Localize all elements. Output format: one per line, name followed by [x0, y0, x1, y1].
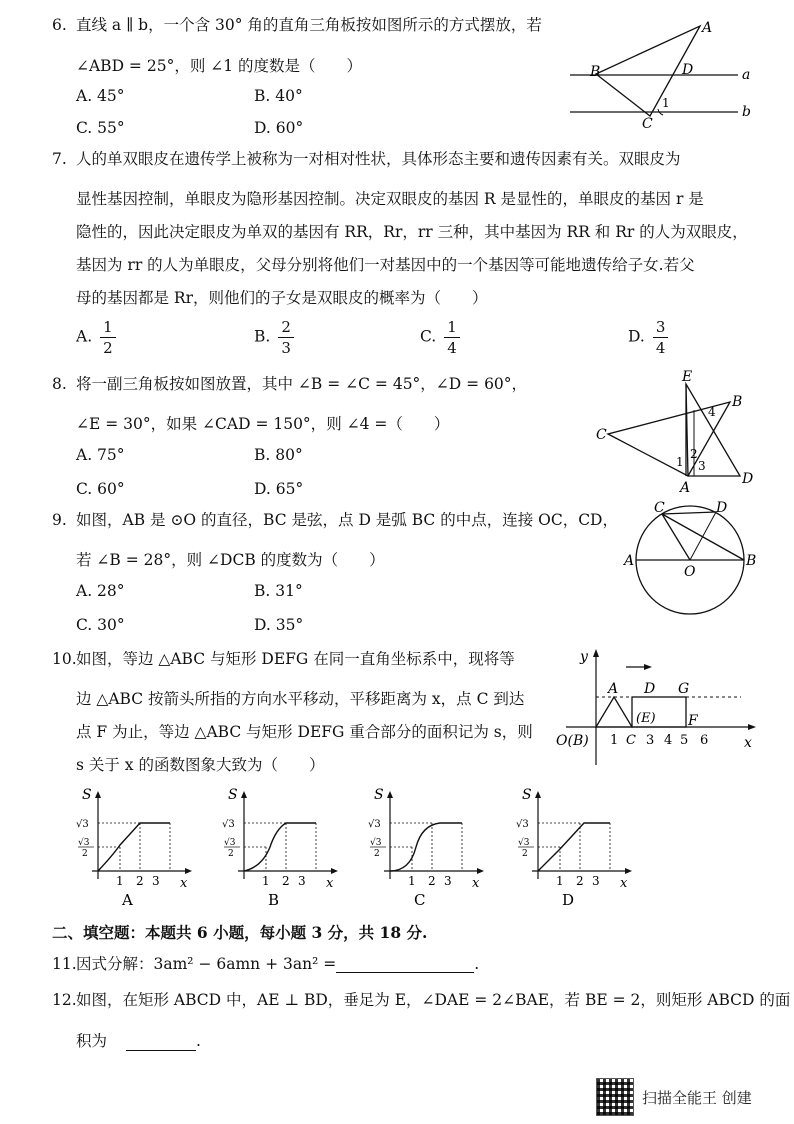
question-7: [52, 152, 681, 168]
segment-cd: [662, 512, 716, 514]
triangle-abc: [596, 697, 632, 727]
label-c: C: [596, 427, 607, 443]
question-text-line: 隐性的，因此决定眼皮为单双的基因有 RR，Rr，rr 三种，其中基因为 RR 和 Rr 的人为双眼皮，: [76, 223, 748, 241]
q8-figure: [590, 366, 770, 496]
question-number: 12.: [52, 991, 77, 1009]
scanner-watermark: [596, 1078, 752, 1116]
answer-blank[interactable]: [336, 972, 474, 973]
x-axis-arrow: [331, 868, 338, 874]
label-sqrt3: √3: [76, 819, 89, 830]
label-line-a: a: [742, 67, 751, 83]
answer-graph-b: [214, 785, 344, 910]
fraction: [653, 318, 669, 357]
tick-3: 3: [444, 874, 452, 888]
option-d: D. 60°: [254, 119, 304, 137]
question-text-line: 边 △ABC 按箭头所指的方向水平移动，平移距离为 x，点 C 到达: [76, 690, 525, 708]
q6-figure: [560, 14, 770, 134]
tick-3: 3: [298, 874, 306, 888]
question-number: 6.: [52, 16, 67, 34]
label-origin: O(B): [556, 733, 589, 749]
x-axis-arrow: [748, 724, 756, 730]
option-b: B. 31°: [254, 582, 303, 600]
option-label: B.: [254, 327, 271, 346]
tick-3: 3: [592, 874, 600, 888]
label-b-point: B: [590, 64, 601, 80]
label-s: S: [374, 787, 384, 803]
label-g: G: [678, 681, 690, 697]
question-text-line: 若 ∠B = 28°，则 ∠DCB 的度数为（ ）: [76, 551, 385, 569]
label-half-num: √3: [370, 838, 382, 848]
s-axis-arrow: [387, 791, 393, 798]
graph-option-label: A: [122, 891, 133, 909]
question-text-line: 如图，等边 △ABC 与矩形 DEFG 在同一直角坐标系中，现将等: [76, 650, 515, 668]
question-6: [52, 18, 542, 34]
question-text-line: 积为: [76, 1032, 108, 1050]
question-text-line: 基因为 rr 的人为单眼皮，父母分别将他们一对基因中的一个基因等可能地遗传给子女.若父: [76, 256, 695, 274]
answer-graph-a: [68, 785, 198, 910]
q9-figure: [622, 498, 762, 638]
x-axis-arrow: [625, 868, 632, 874]
label-angle-1: 1: [662, 96, 670, 110]
period: .: [474, 955, 480, 973]
question-11: [52, 957, 479, 973]
label-angle-1: 1: [676, 455, 684, 469]
question-number: 8.: [52, 375, 67, 393]
question-text-line: 将一副三角板按如图放置，其中 ∠B = ∠C = 45°，∠D = 60°，: [76, 375, 528, 393]
question-text-line: 人的单双眼皮在遗传学上被称为一对相对性状，具体形态主要和遗传因素有关。双眼皮为: [76, 150, 681, 168]
x-axis-arrow: [477, 868, 484, 874]
option-c: C. 60°: [76, 480, 125, 498]
label-sqrt3: √3: [222, 819, 235, 830]
question-text-line: 如图，在矩形 ABCD 中，AE ⊥ BD，垂足为 E，∠DAE = 2∠BAE，若 BE = 2，则矩形 ABCD 的面: [76, 991, 791, 1009]
label-half-den: 2: [228, 849, 234, 859]
qr-code-icon: [596, 1078, 634, 1116]
function-curve: [538, 823, 610, 871]
option-label: C.: [420, 327, 437, 346]
answer-blank[interactable]: [126, 1050, 196, 1051]
question-12: [52, 993, 790, 1009]
option-label: A.: [76, 327, 93, 346]
denominator: 4: [655, 339, 666, 357]
option-c: C. 30°: [76, 616, 125, 634]
label-b: B: [732, 394, 743, 410]
label-sqrt3: √3: [516, 819, 529, 830]
label-e: (E): [636, 711, 656, 726]
label-d: D: [742, 471, 754, 487]
label-line-b: b: [742, 104, 751, 120]
label-a-point: A: [702, 20, 713, 36]
denominator: 2: [103, 339, 113, 357]
fraction: [278, 318, 294, 357]
label-half-den: 2: [82, 849, 88, 859]
label-c: C: [654, 500, 665, 516]
label-s: S: [82, 787, 92, 803]
label-x: x: [180, 876, 188, 891]
label-d-point: D: [682, 62, 694, 78]
label-a: A: [608, 681, 619, 697]
tick-4: 4: [664, 733, 673, 748]
question-text-line: 显性基因控制，单眼皮为隐形基因控制。决定双眼皮的基因 R 是显性的，单眼皮的基因 r 是: [76, 190, 704, 208]
question-number: 10.: [52, 650, 77, 668]
tick-2: 2: [282, 874, 290, 888]
label-b: B: [746, 553, 757, 569]
question-text-line: 直线 a ∥ b，一个含 30° 角的直角三角板按如图所示的方式摆放，若: [76, 16, 542, 34]
question-number: 9.: [52, 511, 67, 529]
label-y: y: [580, 649, 588, 665]
tick-3: 3: [646, 733, 655, 748]
tick-3: 3: [152, 874, 160, 888]
question-12-line2: [76, 1029, 201, 1051]
x-axis-arrow: [185, 868, 192, 874]
label-x: x: [620, 876, 628, 891]
numerator: 3: [653, 318, 669, 338]
label-angle-2: 2: [690, 447, 698, 461]
tick-1: 1: [262, 874, 270, 888]
question-number: 11.: [52, 955, 77, 973]
fraction: [444, 318, 460, 357]
option-a: [76, 318, 116, 357]
question-text-line: s 关于 x 的函数图象大致为（ ）: [76, 756, 325, 774]
option-d: D. 35°: [254, 616, 304, 634]
graph-option-label: B: [268, 891, 280, 909]
option-a: A. 28°: [76, 582, 125, 600]
option-d: D. 65°: [254, 480, 304, 498]
segment-oc: [662, 514, 690, 560]
question-text-line: 母的基因都是 Rr，则他们的子女是双眼皮的概率为（ ）: [76, 289, 488, 307]
question-text-line: 点 F 为止，等边 △ABC 与矩形 DEFG 重合部分的面积记为 s，则: [76, 723, 533, 741]
label-sqrt3: √3: [368, 819, 381, 830]
label-s: S: [522, 787, 532, 803]
label-d: D: [644, 681, 656, 697]
label-angle-3: 3: [698, 459, 706, 473]
option-a: A. 75°: [76, 446, 125, 464]
tick-6: 6: [700, 733, 709, 748]
option-c: C. 55°: [76, 119, 125, 137]
label-half-num: √3: [518, 838, 530, 848]
label-half-num: √3: [78, 838, 90, 848]
label-a: A: [624, 553, 635, 569]
question-text: 因式分解：3am² − 6amn + 3an² =: [76, 955, 337, 973]
answer-graph-d: [508, 785, 638, 910]
graph-option-label: C: [414, 891, 426, 909]
y-axis-arrow: [593, 649, 599, 657]
denominator: 3: [281, 339, 291, 357]
function-curve: [244, 823, 316, 871]
option-b: [254, 318, 294, 357]
label-x: x: [326, 876, 334, 891]
tick-2: 2: [428, 874, 436, 888]
option-a: A. 45°: [76, 87, 125, 105]
label-e: E: [682, 369, 693, 385]
label-half-den: 2: [374, 849, 380, 859]
question-number: 7.: [52, 150, 67, 168]
numerator: 1: [444, 318, 460, 338]
question-9: [52, 513, 618, 529]
question-text-line: 如图，AB 是 ⊙O 的直径，BC 是弦，点 D 是弧 BC 的中点，连接 OC，CD，: [76, 511, 618, 529]
tick-2: 2: [136, 874, 144, 888]
s-axis-arrow: [535, 791, 541, 798]
segment-od: [690, 512, 716, 560]
tick-2: 2: [576, 874, 584, 888]
s-axis-arrow: [241, 791, 247, 798]
label-a: A: [680, 480, 691, 496]
tick-1: 1: [610, 733, 619, 748]
option-d: [628, 318, 668, 357]
q10-figure: [556, 645, 771, 770]
label-s: S: [228, 787, 238, 803]
question-10: [52, 652, 515, 668]
label-angle-4: 4: [708, 405, 716, 419]
s-axis-arrow: [95, 791, 101, 798]
move-arrow-head: [644, 664, 652, 670]
numerator: 1: [100, 318, 116, 338]
label-f: F: [688, 713, 698, 729]
label-d: D: [716, 500, 728, 516]
label-c: C: [626, 733, 636, 748]
label-x: x: [744, 735, 752, 751]
tick-1: 1: [116, 874, 124, 888]
watermark-text: 扫描全能王 创建: [642, 1088, 752, 1107]
function-curve: [390, 823, 462, 871]
option-label: D.: [628, 327, 645, 346]
period: .: [195, 1032, 201, 1050]
label-half-num: √3: [224, 838, 236, 848]
tick-1: 1: [556, 874, 564, 888]
option-c: [420, 318, 460, 357]
tick-5: 5: [680, 733, 689, 748]
label-x: x: [472, 876, 480, 891]
option-b: B. 80°: [254, 446, 303, 464]
fraction: [100, 318, 116, 357]
tick-1: 1: [408, 874, 416, 888]
function-curve: [98, 823, 170, 871]
answer-graph-c: [360, 785, 490, 910]
graph-option-label: D: [562, 891, 575, 909]
question-text-line: ∠E = 30°，如果 ∠CAD = 150°，则 ∠4 =（ ）: [76, 415, 450, 433]
denominator: 4: [447, 339, 457, 357]
label-half-den: 2: [522, 849, 528, 859]
label-c-point: C: [642, 116, 653, 132]
label-o: O: [684, 564, 696, 580]
section-title: 二、填空题：本题共 6 小题，每小题 3 分，共 18 分.: [52, 923, 428, 942]
question-text-line: ∠ABD = 25°，则 ∠1 的度数是（ ）: [76, 57, 363, 75]
option-b: B. 40°: [254, 87, 303, 105]
numerator: 2: [278, 318, 294, 338]
question-8: [52, 377, 527, 393]
